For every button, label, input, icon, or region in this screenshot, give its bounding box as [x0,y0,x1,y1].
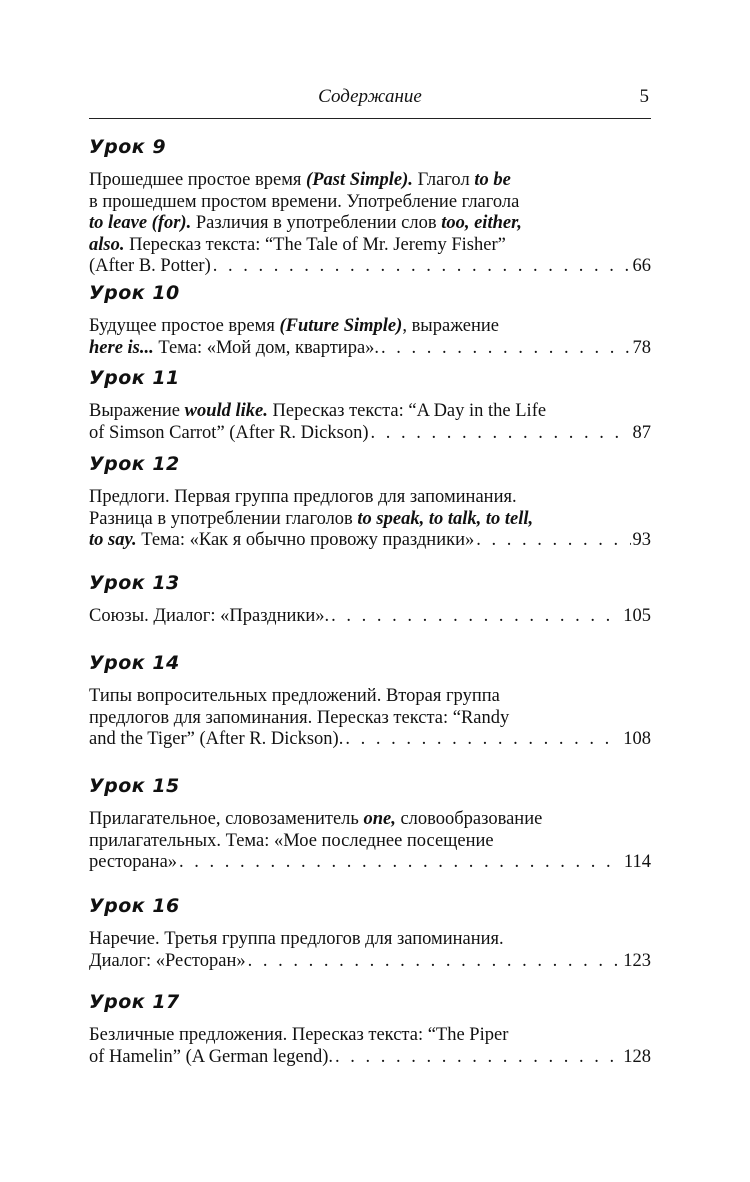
toc-line-last [89,338,651,360]
toc-entry[interactable] [89,367,651,444]
toc-line [89,929,651,951]
toc-line-text [89,423,369,445]
toc-text: Глагол [412,170,475,190]
toc-text: Диалог: «Ресторан» [89,950,246,971]
toc-line-last [89,530,651,552]
toc-text: Союзы. Диалог: «Праздники». [89,606,330,626]
toc-line [89,192,651,214]
toc-page-number: 93 [632,530,651,550]
leader-dots [248,951,622,973]
toc-text: Пересказ текста: “A Day in the Life [267,401,547,421]
lesson-title: Урок 10 [89,282,180,304]
toc-text: Типы вопросительных предложений. Вторая группа [89,686,500,706]
toc-line-text [89,951,246,973]
toc-line [89,401,651,423]
toc-line-text [89,606,329,628]
toc-emphasis: to speak, to talk, to tell, [357,508,534,529]
toc-text: Предлоги. Первая группа предлогов для запоминания. [89,487,517,507]
toc-text: , выражение [402,316,499,336]
lesson-title: Урок 14 [89,652,180,674]
running-header [89,86,651,119]
toc-line-last [89,729,651,751]
leader-dots [476,530,630,552]
toc-text: ресторана» [89,852,178,872]
lesson-title: Урок 11 [89,367,180,389]
toc-page-number: 78 [632,337,651,358]
toc-text: Будущее простое время [89,316,280,336]
lesson-title: Урок 17 [89,991,180,1013]
toc-entry[interactable] [89,895,651,972]
toc-line [89,170,651,192]
toc-line [89,1025,651,1047]
lesson-title: Урок 9 [89,136,167,158]
leader-dots [345,729,621,751]
toc-line [89,213,651,235]
toc-text: Наречие. Третья группа предлогов для запоминания. [89,929,504,949]
page-number: 5 [639,86,649,107]
lesson-title: Урок 16 [89,895,180,917]
toc-text: Тема: «Мой дом, квартира». [153,337,380,358]
toc-text: прилагательных. Тема: «Мое последнее посещение [89,830,494,851]
toc-text: Пересказ текста: “The Tale of Mr. Jeremy Fisher” [124,234,506,255]
toc-line-last [89,256,651,278]
toc-line [89,235,651,257]
toc-entry[interactable] [89,775,651,874]
toc-text: of Simson Carrot” (After R. Dickson) [89,422,369,443]
toc-line [89,708,651,730]
toc-line-text [89,852,177,874]
toc-text: Различия в употреблении слов [191,213,442,233]
leader-dots [381,338,630,360]
toc-emphasis: here is... [89,337,154,358]
leader-dots [213,256,631,278]
toc-line [89,686,651,708]
toc-line [89,809,651,831]
toc-line [89,509,651,531]
toc-line-text [89,338,379,360]
toc-page-number: 114 [623,852,651,872]
toc-emphasis: (Future Simple) [279,316,403,336]
toc-text: (After B. Potter) [89,256,211,276]
toc-text: Выражение [89,401,185,421]
toc-text: в прошедшем простом времени. Употребление глагола [89,191,520,212]
toc-entry[interactable] [89,572,651,628]
toc-line-last [89,1047,651,1069]
toc-text: Прилагательное, словозаменитель [89,809,364,829]
toc-line-last [89,951,651,973]
toc-text: Тема: «Как я обычно провожу праздники» [136,530,475,550]
toc-page-number: 123 [623,950,651,971]
toc-line-text [89,256,211,278]
toc-emphasis: (Past Simple). [306,170,413,190]
toc-emphasis: to say. [89,530,137,550]
toc-emphasis: to leave (for). [89,213,192,233]
toc-text: and the Tiger” (After R. Dickson). [89,729,344,749]
toc-page-number: 66 [632,256,651,276]
toc-emphasis: one, [363,809,396,829]
toc-line-text [89,530,474,552]
leader-dots [371,423,631,445]
toc-text: Прошедшее простое время [89,170,307,190]
lesson-title: Урок 13 [89,572,180,594]
lesson-title: Урок 15 [89,775,180,797]
toc-emphasis: to be [474,170,511,190]
header-title: Содержание [318,86,422,107]
toc-emphasis: also. [89,234,125,255]
toc-line [89,487,651,509]
toc-text: предлогов для запоминания. Пересказ текста: “Randy [89,707,510,728]
toc-text: Безличные предложения. Пересказ текста: “The Piper [89,1025,509,1045]
toc-entry[interactable] [89,136,651,278]
toc-text: Разница в употреблении глаголов [89,508,358,529]
lesson-title: Урок 12 [89,453,180,475]
toc-page-number: 128 [623,1046,651,1067]
toc-emphasis: too, either, [441,213,522,233]
toc-page-number: 105 [623,606,651,626]
toc-entry[interactable] [89,991,651,1068]
toc-entry[interactable] [89,652,651,751]
toc-text: словообразование [395,809,543,829]
toc-entry[interactable] [89,282,651,359]
toc-page-number: 87 [632,422,651,443]
leader-dots [331,606,621,628]
toc-emphasis: would like. [184,401,268,421]
toc-line-last [89,423,651,445]
toc-line-last [89,606,651,628]
toc-line [89,831,651,853]
toc-entry[interactable] [89,453,651,552]
toc-line-text [89,1047,333,1069]
toc-line [89,316,651,338]
toc-line-text [89,729,343,751]
toc-line-last [89,852,651,874]
leader-dots [335,1047,621,1069]
leader-dots [179,852,622,874]
toc-page-number: 108 [623,729,651,749]
toc-text: of Hamelin” (A German legend). [89,1046,334,1067]
